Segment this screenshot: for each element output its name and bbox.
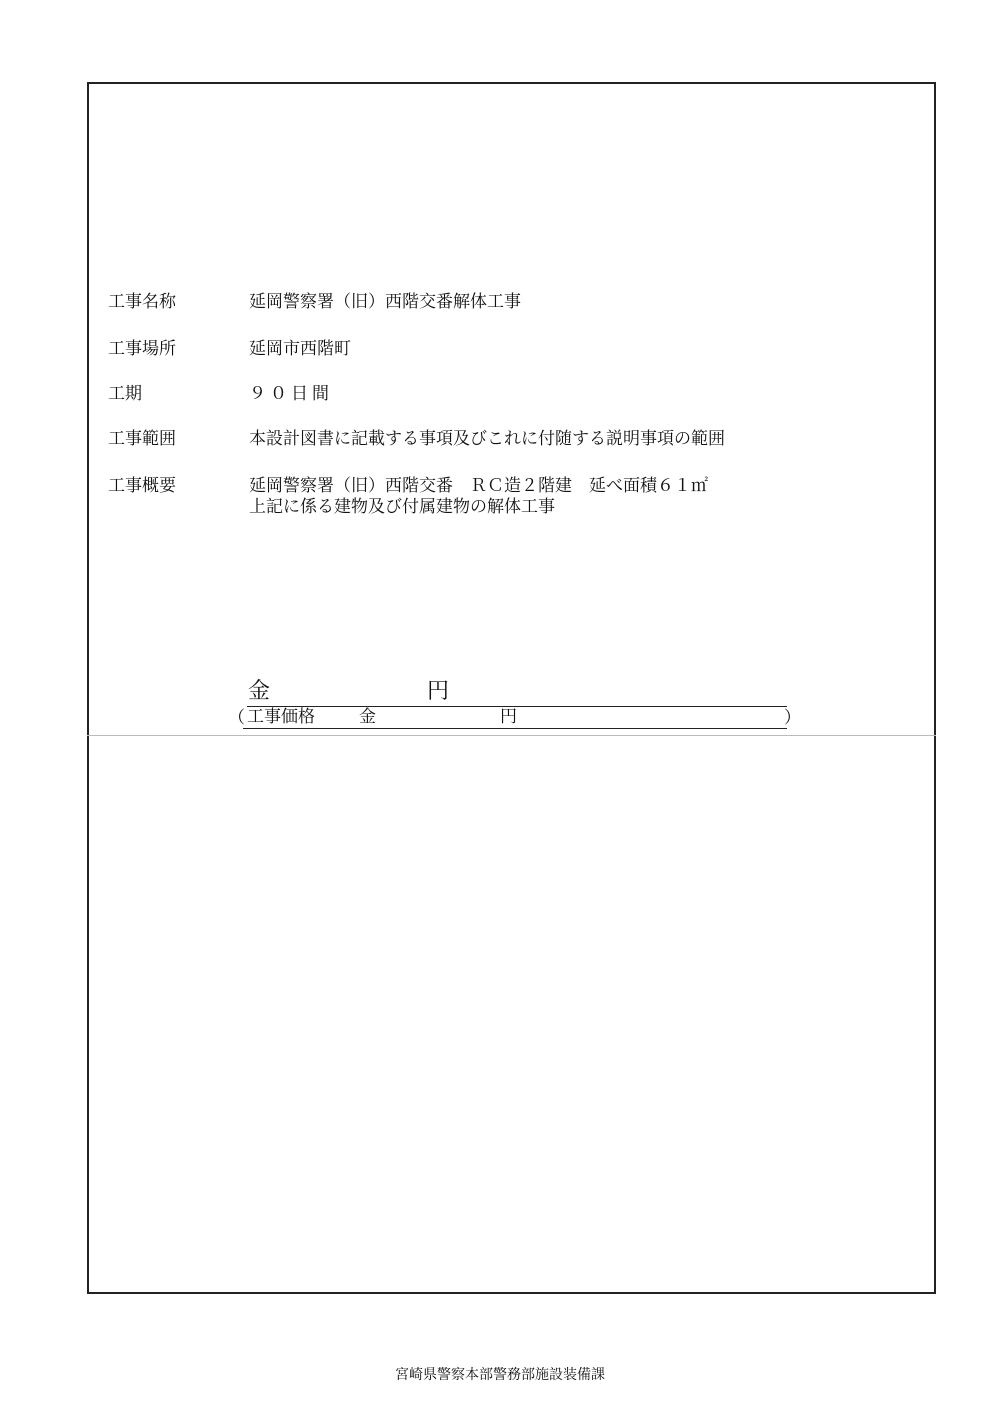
- close-paren: ）: [784, 708, 801, 728]
- construction-price-kin: 金: [359, 707, 376, 727]
- contract-price-field: [247, 678, 787, 707]
- project-name-value: 延岡警察署（旧）西階交番解体工事: [249, 292, 521, 312]
- project-scope-label: 工事範囲: [108, 429, 176, 449]
- page-fold-divider: [87, 735, 936, 736]
- project-overview-value-line2: 上記に係る建物及び付属建物の解体工事: [249, 497, 555, 517]
- project-overview-label: 工事概要: [108, 476, 176, 496]
- construction-price-field: [243, 707, 787, 729]
- issuer-footer: 宮崎県警察本部警務部施設装備課: [395, 1367, 605, 1383]
- project-scope-value: 本設計図書に記載する事項及びこれに付随する説明事項の範囲: [249, 429, 725, 449]
- project-period-value: ９０日間: [249, 384, 333, 404]
- construction-price-yen: 円: [500, 707, 517, 727]
- price-yen-label: 円: [427, 679, 450, 704]
- project-location-label: 工事場所: [108, 339, 176, 359]
- open-paren: （: [228, 708, 245, 728]
- construction-price-label: 工事価格: [247, 707, 315, 727]
- project-period-label: 工期: [108, 384, 142, 404]
- project-location-value: 延岡市西階町: [249, 339, 351, 359]
- price-kin-label: 金: [248, 679, 271, 704]
- project-overview-value: 延岡警察署（旧）西階交番 ＲＣ造２階建 延べ面積６１㎡: [249, 476, 708, 496]
- project-name-label: 工事名称: [108, 292, 176, 312]
